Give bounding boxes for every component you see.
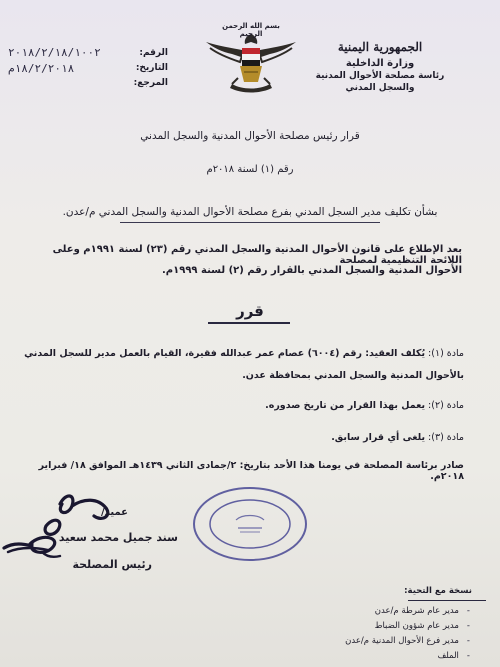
preamble-line-2: الأحوال المدنية والسجل المدني بالقرار رقم (٢) لسنة ١٩٩٩م. (161, 265, 462, 276)
preamble-line-1: بعد الإطلاع على قانون الأحوال المدنية والسجل المدني رقم (٢٣) لسنة ١٩٩١م وعلى اللائحة التنظيمية لمصلحة (52, 244, 462, 266)
list-item: -الملف (437, 651, 470, 661)
decision-title: قرار رئيس مصلحة الأحوال المدنية والسجل المدني (140, 130, 360, 142)
ref-label: المرجع: (133, 78, 168, 88)
subject-underline (120, 222, 380, 223)
list-item: -مدير فرع الأحوال المدنية م/عدن (345, 636, 470, 646)
cc-heading: نسخة مع التحية: (404, 586, 472, 596)
list-item: -مدير عام شؤون الضباط (374, 621, 470, 631)
ministry-name: وزارة الداخلية (345, 58, 415, 69)
number-label: الرقم: (139, 48, 168, 58)
article-2 (24, 400, 464, 411)
official-stamp (190, 484, 310, 564)
signatory-rank: عميد/ (100, 507, 128, 518)
list-item: -مدير عام شرطة م/عدن (374, 606, 470, 616)
decree-underline (208, 322, 290, 324)
signatory-position: رئيس المصلحة (72, 558, 152, 571)
article-2-text: يعمل بهذا القرار من تاريخ صدوره. (265, 400, 426, 411)
signatory-name: سند جميل محمد سعيد (58, 531, 178, 544)
date-label: التاريخ: (135, 63, 168, 73)
article-1-continuation: بالأحوال المدنية والسجل المدني بمحافظة عدن. (242, 370, 464, 381)
article-2-label: مادة (٢): (428, 400, 464, 411)
article-3 (24, 432, 464, 443)
handwritten-signature (2, 486, 132, 562)
article-3-text: يلغى أي قرار سابق. (331, 432, 426, 443)
decision-subject: بشأن تكليف مدير السجل المدني بفرع مصلحة الأحوال المدنية والسجل المدني م/عدن. (62, 206, 438, 218)
decree-heading: قرر (236, 302, 264, 320)
cc-underline (408, 600, 486, 601)
reference-block (8, 46, 168, 94)
country-name: الجمهورية اليمنية (337, 40, 423, 54)
article-1 (24, 348, 464, 359)
basmala-banner: بسم الله الرحمن الرحيم (222, 22, 280, 38)
cc-list (345, 604, 470, 664)
yemen-eagle-emblem (202, 22, 300, 104)
issuance-statement: صادر برئاسة المصلحة في يومنا هذا الأحد بتاريخ: ٢/جمادى الثاني ١٤٣٩هـ الموافق ١٨/ فبراير ٢٠١٨م. (38, 460, 464, 482)
letterhead (300, 40, 460, 93)
article-3-label: مادة (٣): (428, 432, 464, 443)
article-1-text: يُكلف العقيد: رقم (٦٠٠٤) عصام عمر عبدالله فقيرة، القيام بالعمل مدير للسجل المدني (24, 348, 426, 359)
authority-name: رئاسة مصلحة الأحوال المدنية (315, 71, 445, 81)
decision-number: رقم (١) لسنة ٢٠١٨م (206, 164, 294, 175)
number-value: ٢٠١٨/٢/١٨/١٠٠٢ (8, 46, 101, 59)
article-1-label: مادة (١): (428, 348, 464, 359)
registry-name: والسجل المدني (345, 83, 415, 93)
date-value: ١٨/٢/٢٠١٨م (8, 62, 75, 75)
